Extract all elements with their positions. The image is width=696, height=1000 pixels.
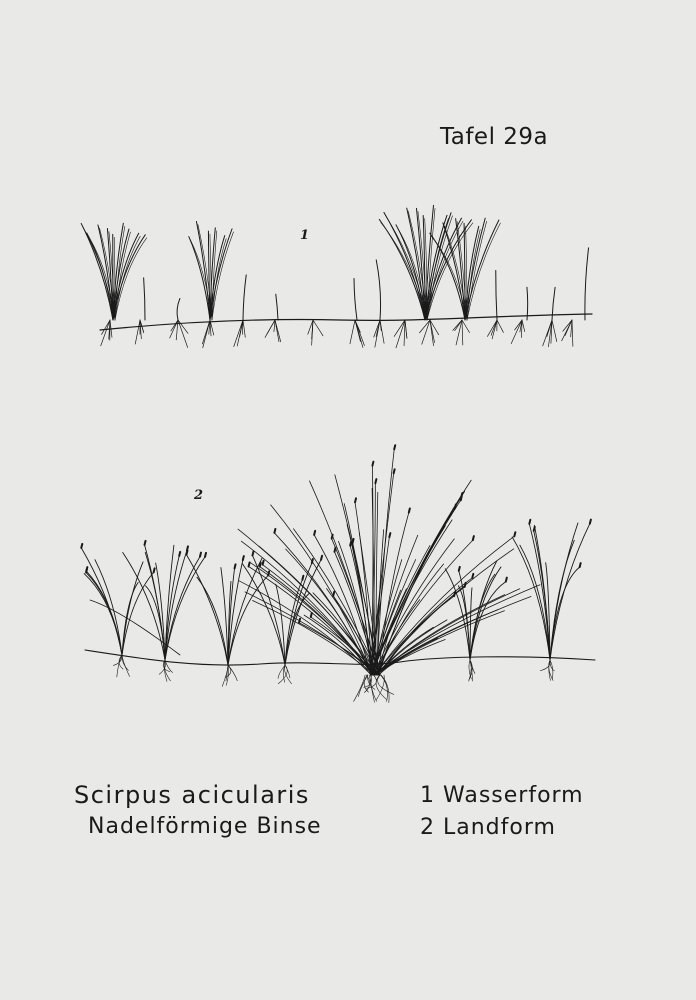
figure-1-label: 1 (300, 228, 310, 243)
form-2-caption: 2 Landform (420, 815, 556, 840)
scientific-name: Scirpus acicularis (74, 781, 310, 809)
figure-2-label: 2 (194, 488, 204, 503)
form-1-caption: 1 Wasserform (420, 783, 584, 808)
plate-number: Tafel 29a (440, 124, 549, 150)
common-name: Nadelförmige Binse (88, 814, 322, 839)
